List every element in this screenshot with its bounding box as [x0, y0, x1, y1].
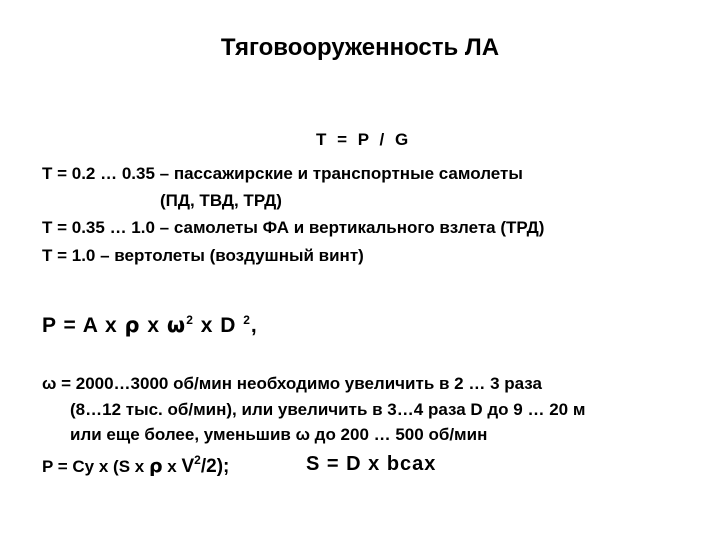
omega-note-line-3: или еще более, уменьшив ω до 200 … 500 об/мин	[70, 425, 488, 444]
thrust-formula	[42, 313, 258, 338]
lift-formula-p: P = Cy x (S x	[42, 457, 149, 476]
rho-symbol-2: ρ	[148, 455, 163, 477]
thrust-formula-lhs: P = A x	[42, 314, 125, 337]
lift-formula-tail: /2);	[200, 456, 230, 477]
thrust-ratio-formula: T = P / G	[316, 130, 412, 149]
thrust-formula-end: ,	[250, 314, 258, 337]
t-line-passenger: T = 0.2 … 0.35 – пассажирские и транспортные самолеты	[42, 164, 523, 183]
thrust-formula-x2: x D	[193, 314, 244, 337]
velocity-symbol: V	[181, 456, 195, 477]
thrust-formula-x1: x	[140, 314, 167, 337]
omega-exponent: 2	[186, 313, 194, 327]
t-line-engines: (ПД, ТВД, ТРД)	[160, 191, 282, 210]
lift-formula-x: x	[162, 457, 182, 476]
area-formula: S = D x bcax	[306, 453, 437, 475]
lift-formula	[42, 455, 229, 478]
d-exponent: 2	[243, 313, 251, 327]
page-title: Тяговооруженность ЛА	[220, 34, 500, 61]
t-line-helicopter: T = 1.0 – вертолеты (воздушный винт)	[42, 246, 364, 265]
omega-note-line-2: (8…12 тыс. об/мин), или увеличить в 3…4 раза D до 9 … 20 м	[70, 400, 586, 419]
omega-symbol: ω	[166, 313, 187, 337]
omega-note-line-1: ω = 2000…3000 об/мин необходимо увеличить в 2 … 3 раза	[42, 374, 542, 393]
rho-symbol: ρ	[124, 313, 141, 337]
t-line-fighter: T = 0.35 … 1.0 – самолеты ФА и вертикального взлета (ТРД)	[42, 218, 545, 237]
velocity-exponent: 2	[194, 453, 201, 467]
